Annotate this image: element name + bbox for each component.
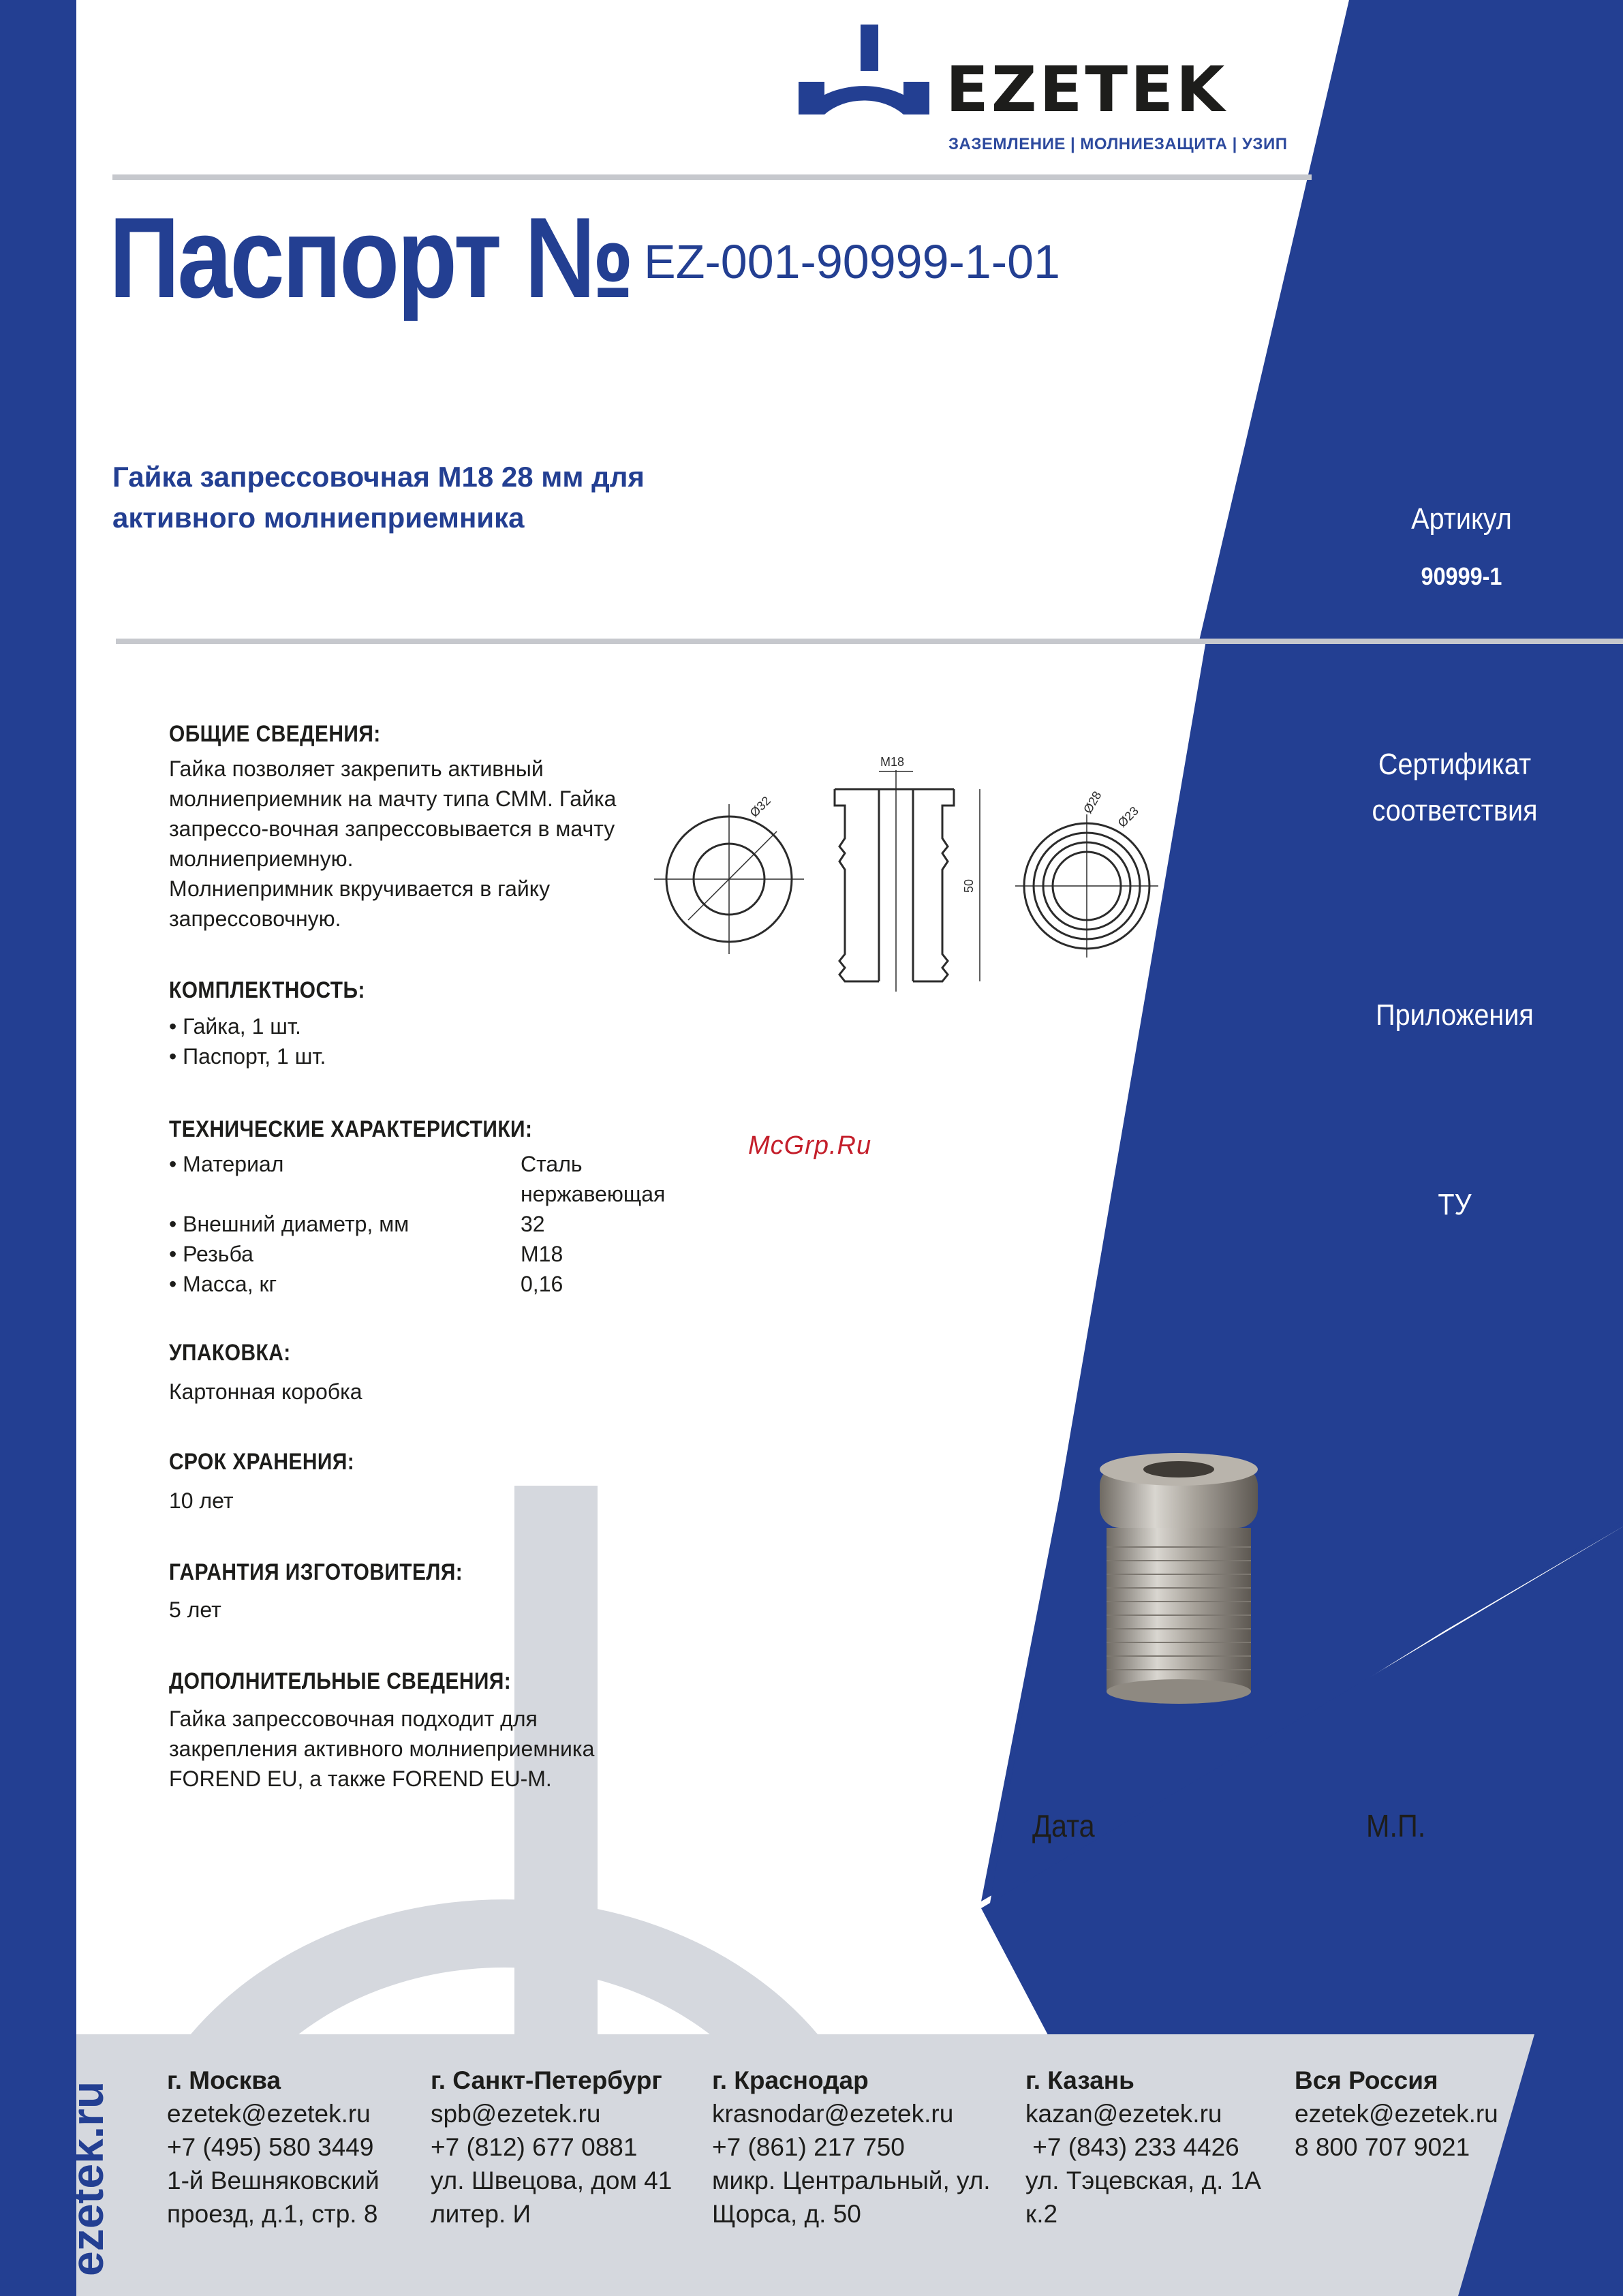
- section-divider: [116, 639, 1623, 644]
- storage-text: 10 лет: [169, 1488, 234, 1513]
- office-city: г. Москва: [167, 2066, 281, 2094]
- page-title: Паспорт №: [109, 194, 632, 322]
- general-line: молниеприемник на мачту типа СММ. Гайка: [169, 786, 617, 811]
- spec-row: [169, 1209, 687, 1239]
- kit-list: [169, 1011, 326, 1071]
- packaging-heading: УПАКОВКА:: [169, 1340, 291, 1366]
- general-line: запрессовочную.: [169, 906, 341, 931]
- office-moscow: [167, 2064, 380, 2231]
- extra-line: закрепления активного молниеприемника: [169, 1736, 595, 1761]
- office-city: г. Казань: [1025, 2066, 1134, 2094]
- product-name: Гайка запрессовочная M18 28 мм для активного молниеприемника: [112, 461, 645, 534]
- office-address: ул. Тэцевская, д. 1А: [1025, 2167, 1261, 2194]
- office-russia: [1295, 2064, 1498, 2164]
- office-phone: 8 800 707 9021: [1295, 2133, 1470, 2161]
- extra-line: FOREND EU, а также FOREND EU-M.: [169, 1766, 552, 1791]
- general-line: молниеприемную.: [169, 846, 354, 871]
- spec-value: Сталь нержавеющая: [521, 1152, 666, 1206]
- article-value: 90999-1: [1421, 562, 1502, 590]
- brand-tagline: ЗАЗЕМЛЕНИЕ | МОЛНИЕЗАЩИТА | УЗИП: [948, 135, 1288, 153]
- office-email[interactable]: kazan@ezetek.ru: [1025, 2100, 1222, 2128]
- header-divider: [112, 174, 1312, 180]
- watermark-text: McGrp.Ru: [748, 1131, 872, 1160]
- dim-front-label: Ø32: [747, 793, 773, 820]
- office-email[interactable]: ezetek@ezetek.ru: [1295, 2100, 1498, 2128]
- office-email[interactable]: spb@ezetek.ru: [431, 2100, 601, 2128]
- front-view: [654, 804, 804, 954]
- office-kazan: [1025, 2064, 1261, 2231]
- office-phone: +7 (495) 580 3449: [167, 2133, 374, 2161]
- date-label: Дата: [1032, 1808, 1095, 1843]
- extra-heading: ДОПОЛНИТЕЛЬНЫЕ СВЕДЕНИЯ:: [169, 1668, 512, 1694]
- stamp-label: М.П.: [1366, 1808, 1426, 1843]
- dim-thread-label: M18: [880, 755, 905, 769]
- office-phone: +7 (812) 677 0881: [431, 2133, 638, 2161]
- spec-name: • Масса, кг: [169, 1272, 277, 1296]
- office-city: Вся Россия: [1295, 2066, 1438, 2094]
- section-view: [835, 770, 980, 992]
- warranty-heading: ГАРАНТИЯ ИЗГОТОВИТЕЛЯ:: [169, 1559, 463, 1585]
- office-address: Щорса, д. 50: [712, 2200, 861, 2228]
- footer-site[interactable]: ezetek.ru: [62, 2081, 112, 2276]
- product-photo: [1090, 1452, 1267, 1711]
- office-email[interactable]: krasnodar@ezetek.ru: [712, 2100, 954, 2128]
- spec-value: 32: [521, 1212, 545, 1236]
- office-phone: +7 (861) 217 750: [712, 2133, 905, 2161]
- dim-outer-label: Ø28: [1081, 789, 1104, 816]
- certificate-label: Сертификат соответствия: [1372, 748, 1538, 827]
- attachments-label: Приложения: [1376, 998, 1534, 1032]
- technical-drawing: [640, 750, 1172, 995]
- office-city: г. Санкт-Петербург: [431, 2066, 662, 2094]
- article-label: Артикул: [1411, 502, 1512, 536]
- office-address: ул. Швецова, дом 41: [431, 2167, 673, 2194]
- spec-name: • Материал: [169, 1152, 284, 1176]
- office-address: к.2: [1025, 2200, 1058, 2228]
- kit-item: • Гайка, 1 шт.: [169, 1014, 301, 1039]
- office-city: г. Краснодар: [712, 2066, 869, 2094]
- spec-name: • Резьба: [169, 1242, 253, 1266]
- office-spb: [431, 2064, 672, 2231]
- office-phone: +7 (843) 233 4426: [1025, 2133, 1239, 2161]
- spec-row: [169, 1149, 687, 1209]
- spec-row: [169, 1239, 687, 1269]
- kit-item: • Паспорт, 1 шт.: [169, 1044, 326, 1069]
- storage-heading: СРОК ХРАНЕНИЯ:: [169, 1449, 355, 1475]
- general-text: [169, 754, 660, 934]
- spec-value: M18: [521, 1242, 563, 1266]
- specs-table: [169, 1149, 687, 1299]
- spec-value: 0,16: [521, 1272, 563, 1296]
- extra-line: Гайка запрессовочная подходит для: [169, 1706, 538, 1731]
- dim-length-label: 50: [962, 878, 976, 893]
- office-krasnodar: [712, 2064, 991, 2231]
- extra-text: [169, 1704, 687, 1794]
- office-email[interactable]: ezetek@ezetek.ru: [167, 2100, 371, 2128]
- spec-name: • Внешний диаметр, мм: [169, 1212, 409, 1236]
- left-blue-strip: [0, 0, 76, 2296]
- office-address: проезд, д.1, стр. 8: [167, 2200, 378, 2228]
- dim-inner-label: Ø23: [1115, 803, 1141, 830]
- ezetek-logo-icon: [799, 25, 929, 114]
- office-address: литер. И: [431, 2200, 531, 2228]
- rear-view: [1015, 814, 1158, 958]
- packaging-text: Картонная коробка: [169, 1379, 362, 1404]
- warranty-text: 5 лет: [169, 1597, 221, 1622]
- general-line: запрессо-вочная запрессовывается в мачту: [169, 816, 615, 841]
- specs-heading: ТЕХНИЧЕСКИЕ ХАРАКТЕРИСТИКИ:: [169, 1116, 533, 1142]
- brand-name: EZETEK: [946, 53, 1228, 126]
- spec-row: [169, 1269, 687, 1299]
- general-heading: ОБЩИЕ СВЕДЕНИЯ:: [169, 721, 381, 747]
- tu-label: ТУ: [1438, 1188, 1472, 1221]
- office-address: 1-й Вешняковский: [167, 2167, 380, 2194]
- general-line: Молниепримник вкручивается в гайку: [169, 876, 551, 901]
- kit-heading: КОМПЛЕКТНОСТЬ:: [169, 977, 365, 1003]
- office-address: микр. Центральный, ул.: [712, 2167, 991, 2194]
- general-line: Гайка позволяет закрепить активный: [169, 756, 544, 781]
- document-number: EZ-001-90999-1-01: [644, 235, 1060, 288]
